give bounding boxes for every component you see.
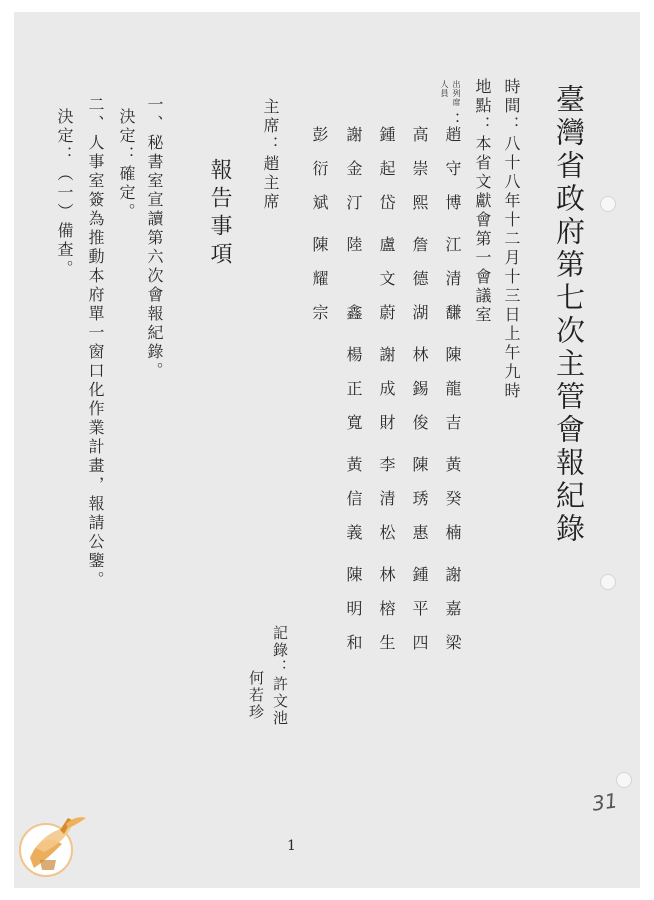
attendee-name: 謝嘉梁 bbox=[443, 566, 462, 650]
recorder-line-1: 記錄：許文池 bbox=[271, 625, 289, 727]
punch-hole bbox=[616, 772, 632, 788]
attendee-name: 江清馦 bbox=[443, 236, 462, 320]
item-1: 一、秘書室宣讀第六次會報紀錄。 bbox=[145, 96, 164, 381]
attendee-name: 楊正寬 bbox=[344, 346, 363, 430]
attendees-label-line2: 人員 bbox=[440, 80, 449, 98]
chair-line: 主席：趙主席 bbox=[261, 98, 280, 212]
punch-hole bbox=[600, 574, 616, 590]
attendee-name: 陳明和 bbox=[344, 566, 363, 650]
attendee-name: 趙守博 bbox=[443, 126, 462, 210]
archive-logo-icon bbox=[16, 808, 90, 882]
attendees-colon: ： bbox=[443, 112, 462, 131]
section-title: 報告事項 bbox=[207, 158, 232, 270]
attendee-name: 鍾平四 bbox=[410, 566, 429, 650]
attendee-name: 陳琇惠 bbox=[410, 456, 429, 540]
item-2: 二、人事室簽為推動本府單一窗口化作業計畫，報請公鑒。 bbox=[86, 96, 105, 590]
item-2-decision: 決定：（一）備查。 bbox=[55, 108, 74, 279]
document-title: 臺灣省政府第七次主管會報紀錄 bbox=[552, 84, 586, 546]
page-number: 1 bbox=[287, 838, 296, 854]
attendee-name: 林錫俊 bbox=[410, 346, 429, 430]
attendee-name: 詹德湖 bbox=[410, 236, 429, 320]
attendee-name: 高崇熙 bbox=[410, 126, 429, 210]
attendee-name: 謝成財 bbox=[377, 346, 396, 430]
attendees-label-line1: 出列席 bbox=[452, 80, 461, 107]
attendee-name: 黃信義 bbox=[344, 456, 363, 540]
item-1-decision: 決定：確定。 bbox=[117, 108, 136, 222]
attendee-name: 陳龍吉 bbox=[443, 346, 462, 430]
attendee-name: 黃癸楠 bbox=[443, 456, 462, 540]
attendee-name: 彭衍斌 bbox=[310, 126, 329, 210]
meeting-time: 時間：八十八年十二月十三日上午九時 bbox=[502, 78, 521, 401]
attendee-name: 陳耀宗 bbox=[310, 236, 329, 320]
meeting-place: 地點：本省文獻會第一會議室 bbox=[473, 78, 492, 325]
recorder-line-2: 何若珍 bbox=[247, 670, 265, 721]
attendee-name: 謝金汀 bbox=[344, 126, 363, 210]
attendee-name: 陸鑫 bbox=[344, 236, 363, 320]
attendee-name: 李清松 bbox=[377, 456, 396, 540]
punch-hole bbox=[600, 196, 616, 212]
attendee-name: 盧文蔚 bbox=[377, 236, 396, 320]
handwritten-page-number: 31 bbox=[590, 788, 619, 816]
attendee-name: 林榕生 bbox=[377, 566, 396, 650]
attendee-name: 鍾起岱 bbox=[377, 126, 396, 210]
